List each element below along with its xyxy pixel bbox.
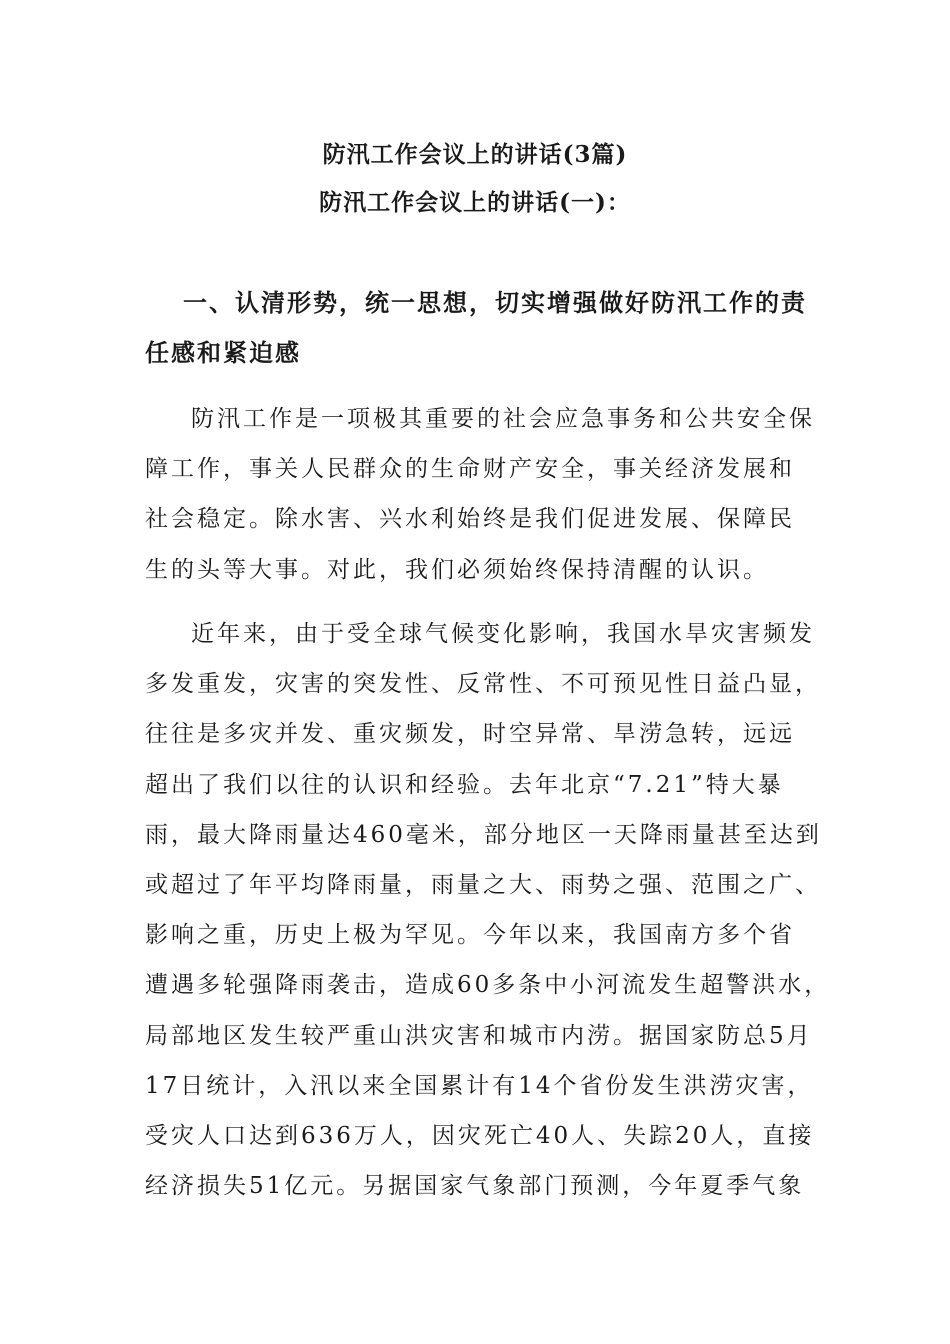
- document-title: 防汛工作会议上的讲话(3篇): [322, 141, 628, 168]
- paragraph-2: [145, 609, 831, 1211]
- paragraph-line: 生的头等大事。对此，我们必须始终保持清醒的认识。: [145, 556, 769, 583]
- document-subtitle: 防汛工作会议上的讲话(一)：: [319, 189, 631, 216]
- paragraph-line: 受灾人口达到636万人，因灾死亡40人、失踪20人，直接: [145, 1123, 815, 1150]
- section-heading-line: 一、认清形势，统一思想，切实增强做好防汛工作的责: [183, 288, 807, 317]
- paragraph-line: 防汛工作是一项极其重要的社会应急事务和公共安全保: [191, 406, 815, 432]
- paragraph-line: 障工作，事关人民群众的生命财产安全，事关经济发展和: [145, 456, 795, 483]
- section-heading-line: 任感和紧迫感: [145, 338, 301, 367]
- paragraph-line: 社会稳定。除水害、兴水利始终是我们促进发展、保障民: [145, 506, 795, 533]
- paragraph-line: 超出了我们以往的认识和经验。去年北京“7.21”特大暴: [145, 771, 784, 798]
- paragraph-line: 影响之重，历史上极为罕见。今年以来，我国南方多个省: [145, 922, 795, 949]
- paragraph-line: 近年来，由于受全球气候变化影响，我国水旱灾害频发: [191, 621, 815, 647]
- paragraph-line: 或超过了年平均降雨量，雨量之大、雨势之强、范围之广、: [145, 872, 821, 899]
- paragraph-line: 17日统计，入汛以来全国累计有14个省份发生洪涝灾害，: [145, 1072, 814, 1099]
- paragraph-1: [145, 394, 815, 595]
- paragraph-line: 往往是多灾并发、重灾频发，时空异常、旱涝急转，远远: [145, 721, 795, 748]
- paragraph-line: 经济损失51亿元。另据国家气象部门预测，今年夏季气象: [145, 1173, 805, 1200]
- paragraph-line: 局部地区发生较严重山洪灾害和城市内涝。据国家防总5月: [145, 1022, 813, 1049]
- paragraph-line: 遭遇多轮强降雨袭击，造成60多条中小河流发生超警洪水，: [145, 972, 831, 999]
- paragraph-line: 雨，最大降雨量达460毫米，部分地区一天降雨量甚至达到: [145, 821, 822, 848]
- paragraph-line: 多发重发，灾害的突发性、反常性、不可预见性日益凸显，: [145, 671, 821, 698]
- section-heading: [145, 278, 815, 378]
